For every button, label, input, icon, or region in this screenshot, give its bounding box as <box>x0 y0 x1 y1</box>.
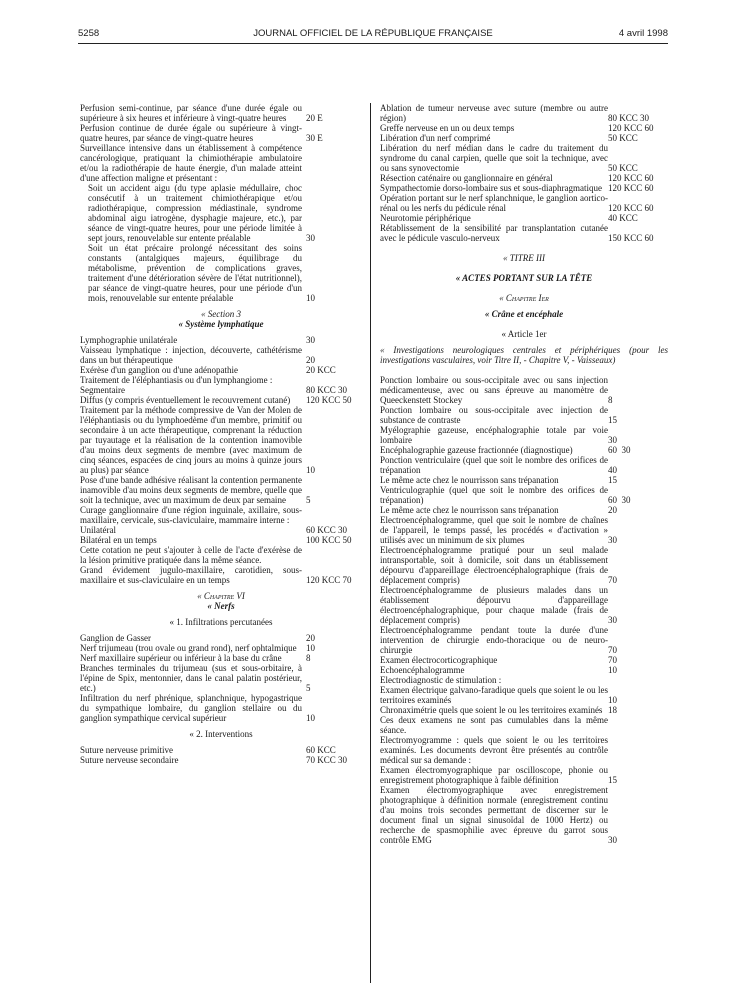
entry-coefficient: 20 <box>306 633 315 643</box>
tariff-entry <box>380 213 668 223</box>
tariff-entry <box>80 663 362 693</box>
entry-coefficient: 80 KCC 30 <box>306 385 348 395</box>
entry-coefficient: 70 <box>608 575 617 585</box>
entry-text: Electromyogramme : quels que soient le ou les territoires examinés. Les documents devront être présentés au contrôle médical sur sa demande : <box>380 735 608 765</box>
entry-text: Unilatéral <box>80 525 116 535</box>
tariff-entry <box>80 535 362 545</box>
entry-coefficient: 120 KCC 60 <box>608 183 654 193</box>
tariff-entry <box>80 103 362 123</box>
entry-coefficient: 60 KCC <box>306 745 336 755</box>
tariff-entry <box>80 693 362 723</box>
section-heading: « ACTES PORTANT SUR LA TÊTE <box>455 273 593 283</box>
entry-coefficient: 150 KCC 60 <box>608 233 654 243</box>
entry-coefficient: 8 <box>608 395 613 405</box>
tariff-entry <box>380 545 668 585</box>
tariff-entry <box>80 475 362 505</box>
spacer <box>380 243 668 253</box>
entry-text: Pose d'une bande adhésive réalisant la contention permanente inamovible d'au moins deux segments de membre, quelle que soit la technique, avec un maximum de deux par semaine <box>80 475 302 505</box>
tariff-entry <box>380 375 668 405</box>
entry-text: Curage ganglionnaire d'une région inguinale, axillaire, sous-maxillaire, cervicale, sus-claviculaire, mammaire interne : <box>80 505 302 525</box>
tariff-entry <box>80 505 362 525</box>
tariff-entry <box>380 785 668 845</box>
section-heading: « TITRE III <box>503 253 545 263</box>
entry-coefficient: 50 KCC <box>608 163 638 173</box>
section-heading: « Chapitre VI <box>197 591 245 601</box>
entry-coefficient: 60 30 <box>608 445 631 455</box>
entry-text: Nerf trijumeau (trou ovale ou grand rond), nerf ophtalmique <box>80 643 297 653</box>
tariff-entry <box>380 425 668 445</box>
tariff-entry <box>380 103 668 123</box>
header-rule <box>78 43 668 44</box>
tariff-entry <box>380 475 668 485</box>
entry-coefficient: 40 KCC <box>608 213 638 223</box>
entry-text: Libération d'un nerf comprimé <box>380 133 491 143</box>
entry-text: Branches terminales du trijumeau (sus et sous-orbitaire, à l'épine de Spix, mentonnier, dans le canal palatin postérieur, etc.) <box>80 663 302 693</box>
tariff-entry <box>380 505 668 515</box>
tariff-entry <box>380 735 668 765</box>
entry-text: Ventriculographie (quel que soit le nombre des orifices de trépanation) <box>380 485 608 505</box>
entry-coefficient: 40 <box>608 465 617 475</box>
tariff-entry <box>380 183 668 193</box>
entry-text: Ablation de tumeur nerveuse avec suture (membre ou autre région) <box>380 103 608 123</box>
tariff-entry <box>380 585 668 625</box>
tariff-entry <box>80 143 362 183</box>
entry-text: Electroencéphalogramme de plusieurs malades dans un établissement dépourvu d'appareillage électroencéphalographique, pour chaque malade (frais de déplacement compris) <box>380 585 608 625</box>
entry-text: Opération portant sur le nerf splanchnique, le ganglion aortico-rénal ou les nerfs du pédicule rénal <box>380 193 608 213</box>
tariff-entry <box>380 655 668 665</box>
entry-text: Encéphalographie gazeuse fractionnée (diagnostique) <box>380 445 573 455</box>
section-heading: « 1. Infiltrations percutanées <box>169 617 273 627</box>
entry-text: Myélographie gazeuse, encéphalographie totale par voie lombaire <box>380 425 608 445</box>
entry-coefficient: 120 KCC 60 <box>608 203 654 213</box>
tariff-entry <box>80 755 362 765</box>
entry-text: Sympathectomie dorso-lombaire sus et sous-diaphragmatique <box>380 183 602 193</box>
entry-coefficient: 30 <box>608 535 617 545</box>
entry-coefficient: 15 <box>608 775 617 785</box>
entry-text: Ponction ventriculaire (quel que soit le nombre des orifices de trépanation <box>380 455 608 475</box>
tariff-entry <box>80 653 362 663</box>
entry-text: Soit un accident aigu (du type aplasie médullaire, choc consécutif à un traitement chimiothérapique et/ou radiothérapique, compression médiastinale, syndrome abdominal aigu iatrogène, dysphagie majeure, etc.), par séance de vingt-quatre heures, pour une période limitée à sept jours, renouvelable sur entente préalable <box>88 183 302 243</box>
tariff-entry <box>380 705 668 715</box>
entry-coefficient: 10 <box>306 465 315 475</box>
entry-coefficient: 120 KCC 60 <box>608 173 654 183</box>
entry-coefficient: 120 KCC 60 <box>608 123 654 133</box>
entry-text: Soit un état précaire prolongé nécessitant des soins constants (antalgiques majeurs, équilibrage du métabolisme, prévention de complications graves, traitement d'une détérioration sévère de l'état nutritionnel), par séance de vingt-quatre heures, pour une période d'un mois, renouvelable sur entente préalable <box>88 243 302 303</box>
entry-text: Electroencéphalogramme pendant toute la durée d'une intervention de chirurgie endo-thoracique ou de neuro-chirurgie <box>380 625 608 655</box>
tariff-entry <box>380 665 668 675</box>
section-heading: « Chapitre Ier <box>499 293 549 303</box>
entry-coefficient: 30 E <box>306 133 323 143</box>
section-note: « Investigations neurologiques centrales et périphériques (pour les investigations vasculaires, voir Titre II, - Chapitre V, - Vaisseaux) <box>380 345 668 365</box>
tariff-entry <box>380 675 668 685</box>
tariff-entry <box>380 193 668 213</box>
entry-coefficient: 70 <box>608 655 617 665</box>
entry-text: Exérèse d'un ganglion ou d'une adénopathie <box>80 365 238 375</box>
entry-text: Surveillance intensive dans un établissement à compétence cancérologique, pratiquant la chimiothérapie ambulatoire et/ou la radiothérapie de haute énergie, d'un malade atteint d'une affection maligne et présentant : <box>80 143 302 183</box>
tariff-entry <box>80 395 362 405</box>
section-heading: « Section 3 <box>201 309 241 319</box>
entry-text: Segmentaire <box>80 385 125 395</box>
tariff-entry <box>80 375 362 385</box>
tariff-entry <box>380 625 668 655</box>
entry-text: Cette cotation ne peut s'ajouter à celle de l'acte d'exérèse de la lésion primitive pratiquée dans la même séance. <box>80 545 302 565</box>
tariff-entry <box>380 223 668 243</box>
tariff-entry <box>80 633 362 643</box>
entry-coefficient: 120 KCC 70 <box>306 575 352 585</box>
entry-text: Electrodiagnostic de stimulation : <box>380 675 502 685</box>
entry-text: Ponction lombaire ou sous-occipitale avec injection de substance de contraste <box>380 405 608 425</box>
page-number: 5258 <box>78 28 100 39</box>
entry-coefficient: 10 <box>608 665 617 675</box>
entry-text: Examen électrocorticographique <box>380 655 498 665</box>
tariff-entry <box>380 133 668 143</box>
entry-text: Perfusion semi-continue, par séance d'une durée égale ou supérieure à six heures et inférieure à vingt-quatre heures <box>80 103 302 123</box>
tariff-entry <box>80 565 362 585</box>
entry-text: Le même acte chez le nourrisson sans trépanation <box>380 475 559 485</box>
entry-coefficient: 10 <box>306 713 315 723</box>
tariff-entry <box>80 745 362 755</box>
entry-coefficient: 10 <box>306 643 315 653</box>
entry-coefficient: 80 KCC 30 <box>608 113 650 123</box>
entry-text: Echoencéphalogramme <box>380 665 465 675</box>
entry-text: Vaisseau lymphatique : injection, découverte, cathétérisme dans un but thérapeutique <box>80 345 302 365</box>
entry-coefficient: 20 <box>306 355 315 365</box>
journal-title: JOURNAL OFFICIEL DE LA RÉPUBLIQUE FRANÇAISE <box>253 28 493 39</box>
tariff-entry <box>380 715 668 735</box>
section-heading: « Article 1er <box>501 329 547 339</box>
entry-text: Rétablissement de la sensibilité par transplantation cutanée avec le pédicule vasculo-nerveux <box>380 223 608 243</box>
tariff-entry <box>80 643 362 653</box>
publication-date: 4 avril 1998 <box>618 28 668 39</box>
entry-coefficient: 60 KCC 30 <box>306 525 348 535</box>
tariff-entry <box>80 123 362 143</box>
entry-coefficient: 30 <box>306 335 315 345</box>
tariff-entry <box>380 515 668 545</box>
tariff-entry <box>380 485 668 505</box>
entry-text: Traitement par la méthode compressive de Van der Molen de l'éléphantiasis ou du lymphoedème d'un membre, primitif ou secondaire à un acte thérapeutique, comprenant la réduction par tuyautage et la réalisation de la contention inamovible d'au moins deux segments de membre (avec maximum de cinq séances, espacées de cinq jours au moins à quinze jours au plus) par séance <box>80 405 302 475</box>
entry-coefficient: 20 KCC <box>306 365 336 375</box>
entry-text: Infiltration du nerf phrénique, splanchnique, hypogastrique du sympathique lombaire, du ganglion stellaire ou du ganglion sympathique cervical supérieur <box>80 693 302 723</box>
entry-text: Résection caténaire ou ganglionnaire en général <box>380 173 553 183</box>
tariff-entry <box>80 365 362 375</box>
entry-coefficient: 20 <box>608 505 617 515</box>
entry-coefficient: 10 <box>306 293 315 303</box>
tariff-entry <box>80 385 362 395</box>
tariff-entry <box>380 445 668 455</box>
section-heading: « Système lymphatique <box>178 319 264 329</box>
entry-text: Electroencéphalogramme, quel que soit le nombre de chaînes de l'appareil, le temps passé, les procédés « d'activation » utilisés avec un minimum de six plumes <box>380 515 608 545</box>
entry-text: Libération du nerf médian dans le cadre du traitement du syndrome du canal carpien, quelle que soit la technique, avec ou sans synovectomie <box>380 143 608 173</box>
entry-text: Traitement de l'éléphantiasis ou d'un lymphangiome : <box>80 375 273 385</box>
right-column <box>380 103 668 845</box>
entry-text: Bilatéral en un temps <box>80 535 157 545</box>
entry-coefficient: 70 KCC 30 <box>306 755 348 765</box>
tariff-entry <box>380 685 668 705</box>
tariff-entry <box>80 345 362 365</box>
entry-coefficient: 5 <box>306 683 311 693</box>
entry-text: Ganglion de Gasser <box>80 633 151 643</box>
spacer <box>380 365 668 375</box>
entry-text: Diffus (y compris éventuellement le recouvrement cutané) <box>80 395 291 405</box>
section-heading: « 2. Interventions <box>189 729 253 739</box>
entry-coefficient: 18 <box>608 705 617 715</box>
entry-coefficient: 100 KCC 50 <box>306 535 352 545</box>
tariff-entry <box>380 173 668 183</box>
tariff-entry <box>380 765 668 785</box>
tariff-entry <box>80 405 362 475</box>
section-heading: « Nerfs <box>207 601 235 611</box>
entry-text: Neurotomie périphérique <box>380 213 471 223</box>
entry-coefficient: 70 <box>608 645 617 655</box>
column-separator <box>370 103 371 983</box>
tariff-entry <box>380 143 668 173</box>
tariff-entry <box>380 455 668 475</box>
entry-text: Lymphographie unilatérale <box>80 335 178 345</box>
entry-text: Examen électromyographique par oscilloscope, phonie ou enregistrement photographique à faible définition <box>380 765 608 785</box>
left-column <box>80 103 362 765</box>
entry-coefficient: 15 <box>608 475 617 485</box>
entry-coefficient: 10 <box>608 695 617 705</box>
entry-coefficient: 60 30 <box>608 495 631 505</box>
entry-text: Suture nerveuse primitive <box>80 745 173 755</box>
entry-text: Examen électrique galvano-faradique quels que soient le ou les territoires examinés <box>380 685 608 705</box>
section-heading: « Crâne et encéphale <box>484 309 564 319</box>
page-header <box>78 28 668 44</box>
entry-coefficient: 120 KCC 50 <box>306 395 352 405</box>
entry-text: Perfusion continue de durée égale ou supérieure à vingt-quatre heures, par séance de vingt-quatre heures <box>80 123 302 143</box>
entry-text: Ponction lombaire ou sous-occipitale avec ou sans injection médicamenteuse, avec ou sans épreuve au manomètre de Queeckenstett Stockey <box>380 375 608 405</box>
tariff-entry <box>80 243 362 303</box>
entry-coefficient: 5 <box>306 495 311 505</box>
spacer <box>380 319 668 329</box>
entry-text: Nerf maxillaire supérieur ou inférieur à la base du crâne <box>80 653 282 663</box>
entry-coefficient: 15 <box>608 415 617 425</box>
tariff-entry <box>80 183 362 243</box>
entry-coefficient: 30 <box>608 435 617 445</box>
tariff-entry <box>80 545 362 565</box>
entry-coefficient: 30 <box>306 233 315 243</box>
spacer <box>380 263 668 273</box>
tariff-entry <box>80 335 362 345</box>
tariff-entry <box>380 123 668 133</box>
entry-text: Chronaximétrie quels que soient le ou les territoires examinés <box>380 705 603 715</box>
entry-coefficient: 30 <box>608 615 617 625</box>
entry-text: Grand évidement jugulo-maxillaire, carotidien, sous-maxillaire et sus-claviculaire en un temps <box>80 565 302 585</box>
entry-coefficient: 30 <box>608 835 617 845</box>
entry-coefficient: 20 E <box>306 113 323 123</box>
entry-text: Le même acte chez le nourrisson sans trépanation <box>380 505 559 515</box>
entry-coefficient: 50 KCC <box>608 133 638 143</box>
entry-text: Examen électromyographique avec enregistrement photographique à définition normale (enregistrement continu d'au moins trois secondes permettant de discerner sur le document final un signal sinusoïdal de 1000 Hertz) ou recherche de spasmophilie avec épreuve du garrot sous contrôle EMG <box>380 785 608 845</box>
spacer <box>380 283 668 293</box>
tariff-entry <box>80 525 362 535</box>
entry-text: Suture nerveuse secondaire <box>80 755 179 765</box>
entry-coefficient: 8 <box>306 653 311 663</box>
entry-text: Electroencéphalogramme pratiqué pour un seul malade intransportable, soit à domicile, soit dans un établissement dépourvu d'appareillage électroencéphalographique (frais de déplacement compris) <box>380 545 608 585</box>
entry-text: Greffe nerveuse en un ou deux temps <box>380 123 515 133</box>
entry-text: Ces deux examens ne sont pas cumulables dans la même séance. <box>380 715 608 735</box>
tariff-entry <box>380 405 668 425</box>
